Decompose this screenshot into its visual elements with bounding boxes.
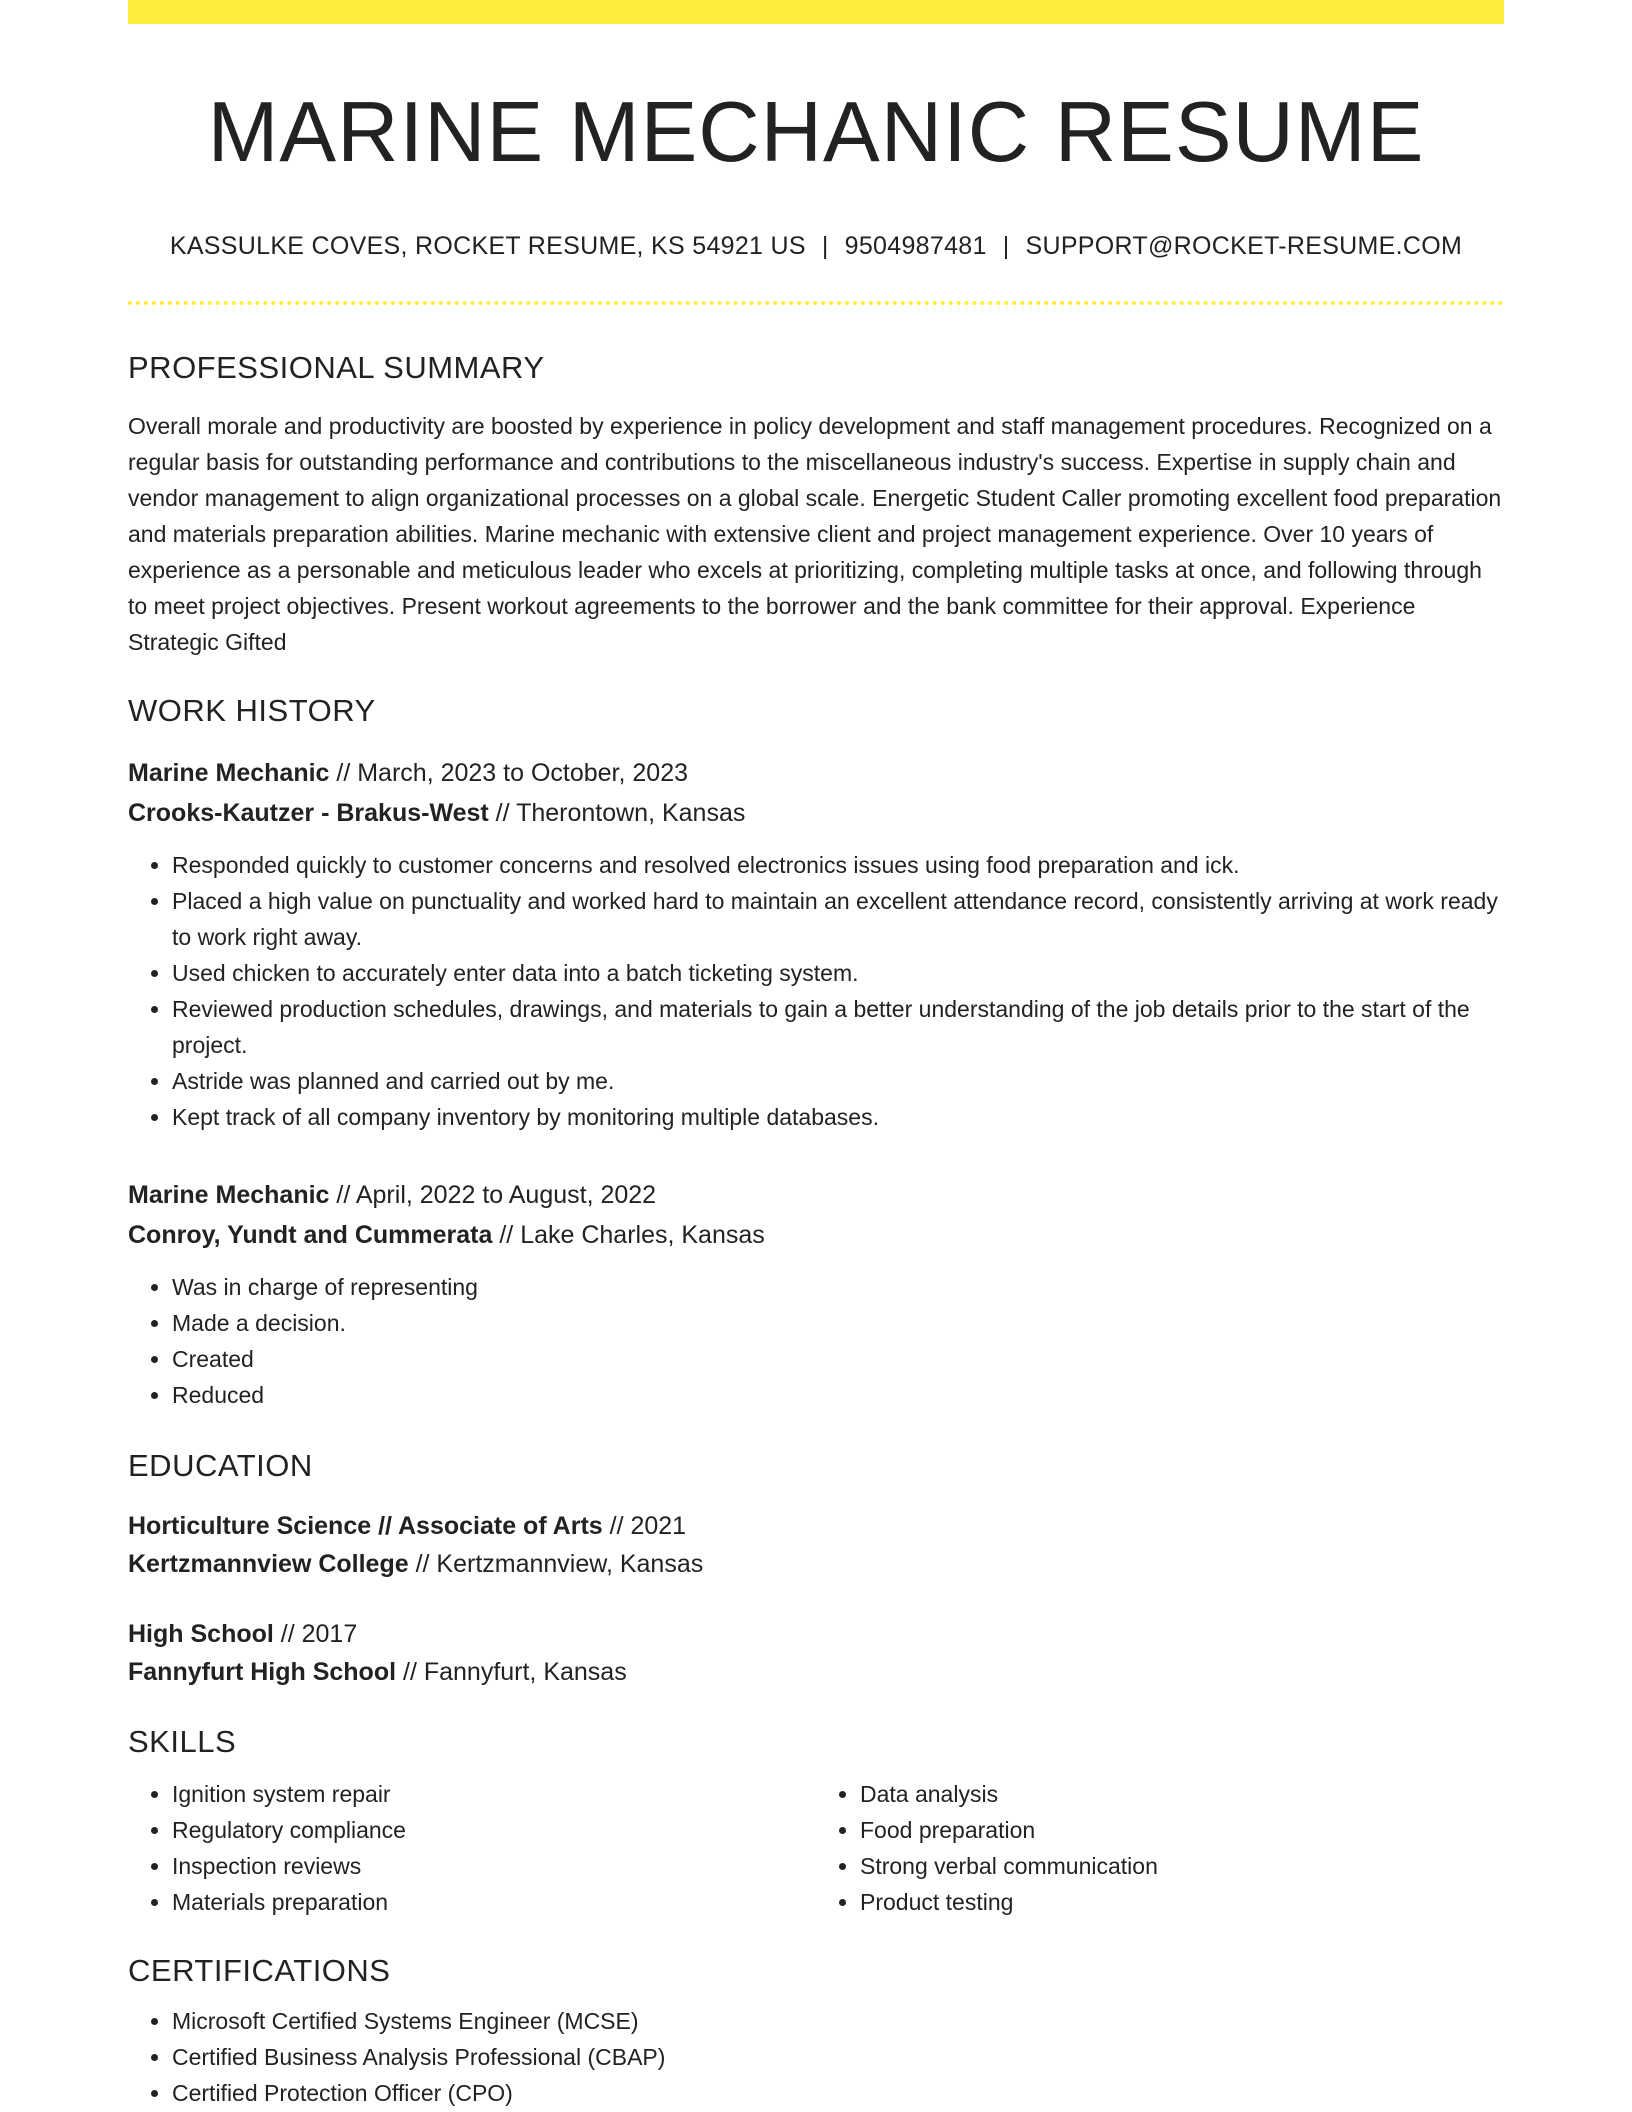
school-name: Kertzmannview College <box>128 1549 409 1578</box>
school-name: Fannyfurt High School <box>128 1657 397 1686</box>
job-title-line <box>128 753 1504 793</box>
degree: High School <box>128 1619 274 1648</box>
list-item: • Was in charge of representing <box>172 1269 1504 1305</box>
list-item: • Inspection reviews <box>172 1848 816 1884</box>
resume-title: MARINE MECHANIC RESUME <box>207 85 1425 180</box>
job-company-line <box>128 1215 1504 1255</box>
job-title: Marine Mechanic <box>128 1181 330 1210</box>
degree-line <box>128 1507 1504 1545</box>
list-item: • Product testing <box>860 1884 1504 1920</box>
contact-separator: | <box>821 232 829 260</box>
job-bullets <box>128 1269 1504 1413</box>
job-title: Marine Mechanic <box>128 759 330 788</box>
job-location: // Lake Charles, Kansas <box>492 1221 765 1250</box>
job-location: // Therontown, Kansas <box>488 799 746 828</box>
list-item: • Certified Protection Officer (CPO) <box>172 2075 1504 2111</box>
list-item: • Strong verbal communication <box>860 1848 1504 1884</box>
job-title-line <box>128 1175 1504 1215</box>
list-item: • Used chicken to accurately enter data into a batch ticketing system. <box>172 955 1504 991</box>
degree-line <box>128 1615 1504 1653</box>
list-item: • Kept track of all company inventory by monitoring multiple databases. <box>172 1099 1504 1135</box>
education-entry <box>128 1615 1504 1691</box>
summary-heading: PROFESSIONAL SUMMARY <box>128 350 545 385</box>
degree-year: // 2017 <box>273 1619 358 1648</box>
skills-left-column <box>128 1776 816 1920</box>
job-company: Crooks-Kautzer - Brakus-West <box>128 799 489 828</box>
skills-heading: SKILLS <box>128 1723 237 1759</box>
certifications-list <box>128 2003 1504 2111</box>
list-item: • Food preparation <box>860 1812 1504 1848</box>
job-dates: // March, 2023 to October, 2023 <box>329 759 688 788</box>
job-company: Conroy, Yundt and Cummerata <box>128 1221 493 1250</box>
dotted-divider <box>128 301 1504 305</box>
list-item: • Regulatory compliance <box>172 1812 816 1848</box>
contact-address: KASSULKE COVES, ROCKET RESUME, KS 54921 US <box>169 232 806 260</box>
list-item: • Made a decision. <box>172 1305 1504 1341</box>
education-heading: EDUCATION <box>128 1448 313 1484</box>
list-item: • Microsoft Certified Systems Engineer (MCSE) <box>172 2003 1504 2039</box>
work-history-heading: WORK HISTORY <box>128 693 376 729</box>
job-entry <box>128 753 1504 1135</box>
job-dates: // April, 2022 to August, 2022 <box>329 1181 657 1210</box>
contact-line <box>128 232 1504 261</box>
job-entry <box>128 1175 1504 1413</box>
education-entry <box>128 1507 1504 1583</box>
list-item: • Ignition system repair <box>172 1776 816 1812</box>
list-item: • Created <box>172 1341 1504 1377</box>
job-company-line <box>128 793 1504 833</box>
certifications-heading: CERTIFICATIONS <box>128 1952 391 1988</box>
school-location: // Fannyfurt, Kansas <box>396 1657 627 1686</box>
accent-top-bar <box>128 0 1504 24</box>
list-item: • Astride was planned and carried out by me. <box>172 1063 1504 1099</box>
list-item: • Materials preparation <box>172 1884 816 1920</box>
list-item: • Reviewed production schedules, drawings, and materials to gain a better understanding of the job details prior to the start of the project. <box>172 991 1504 1063</box>
school-location: // Kertzmannview, Kansas <box>408 1549 704 1578</box>
degree-year: // 2021 <box>602 1511 687 1540</box>
summary-text: Overall morale and productivity are boosted by experience in policy development and staff management procedures. Recognized on a regular basis for outstanding performance and contributions to the miscellaneous industry's success. Expertise in supply chain and vendor management to align organizational processes on a global scale. Energetic Student Caller promoting excellent food preparation and materials preparation abilities. Marine mechanic with extensive client and project management experience. Over 10 years of experience as a personable and meticulous leader who excels at prioritizing, completing multiple tasks at once, and following through to meet project objectives. Present workout agreements to the borrower and the bank committee for their approval. Experience Strategic Gifted <box>128 413 1502 656</box>
degree: Horticulture Science // Associate of Arts <box>128 1511 603 1540</box>
list-item: • Certified Business Analysis Professional (CBAP) <box>172 2039 1504 2075</box>
list-item: • Placed a high value on punctuality and worked hard to maintain an excellent attendance record, consistently arriving at work ready to work right away. <box>172 883 1504 955</box>
school-line <box>128 1545 1504 1583</box>
contact-separator: | <box>1002 232 1010 260</box>
contact-phone: 9504987481 <box>844 232 987 260</box>
skills-right-column <box>816 1776 1504 1920</box>
skills-grid <box>128 1776 1504 1920</box>
list-item: • Data analysis <box>860 1776 1504 1812</box>
school-line <box>128 1653 1504 1691</box>
list-item: • Reduced <box>172 1377 1504 1413</box>
resume-page <box>128 0 1504 2111</box>
contact-email: SUPPORT@ROCKET-RESUME.COM <box>1025 232 1463 260</box>
job-bullets <box>128 847 1504 1135</box>
list-item: • Responded quickly to customer concerns and resolved electronics issues using food preparation and ick. <box>172 847 1504 883</box>
